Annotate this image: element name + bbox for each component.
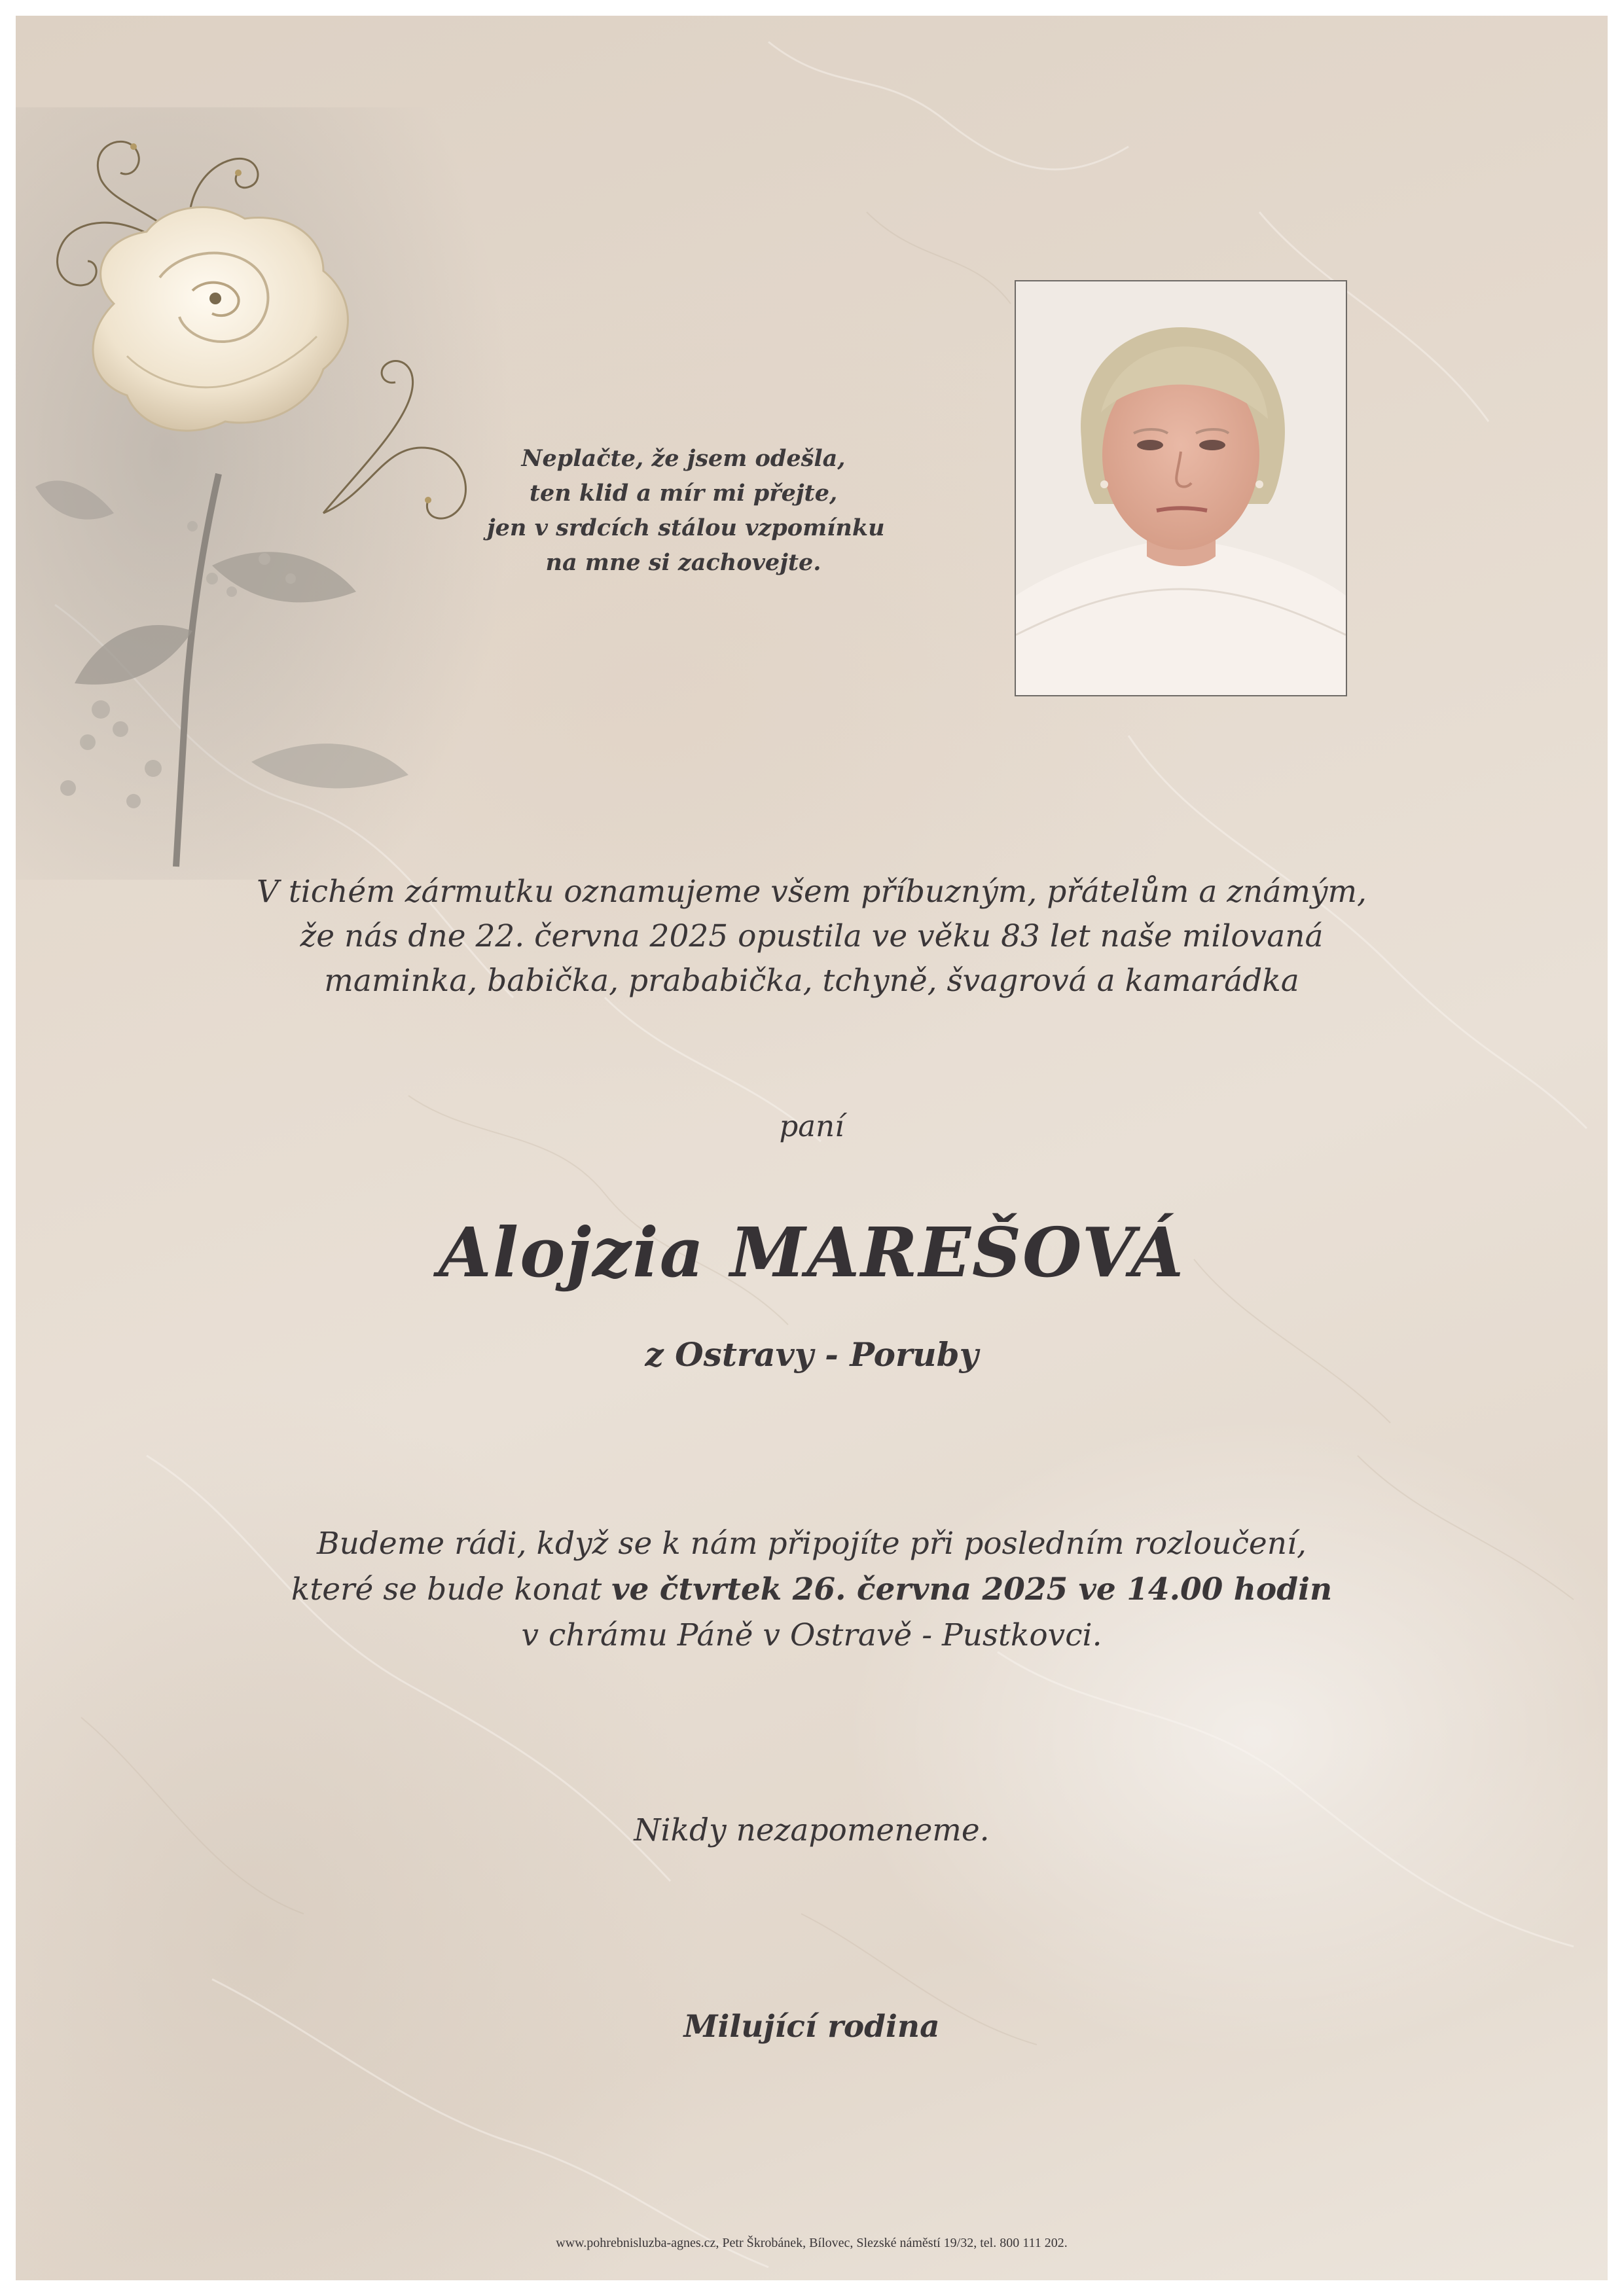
poem-line: na mne si zachovejte. (545, 549, 821, 576)
poem-line: jen v srdcích stálou vzpomínku (487, 514, 885, 541)
deceased-name: Alojzia MAREŠOVÁ (438, 1212, 1185, 1293)
rose-icon (16, 107, 513, 880)
poem (487, 441, 885, 580)
obituary-card (16, 16, 1608, 2280)
ceremony-line-1: Budeme rádi, když se k nám připojíte při posledním rozloučení, (317, 1526, 1307, 1562)
footer-contact: www.pohrebnisluzba-agnes.cz, Petr Škrobánek, Bílovec, Slezské náměstí 19/32, tel. 800 111 202. (556, 2236, 1068, 2250)
ceremony-line-2 (16, 1567, 1608, 1613)
deceased-origin: z Ostravy - Poruby (645, 1335, 979, 1374)
poem-line: Neplačte, že jsem odešla, (521, 445, 846, 472)
poem-line: ten klid a mír mi přejte, (529, 480, 838, 507)
portrait-icon (1016, 281, 1346, 695)
announcement-line: že nás dne 22. června 2025 opustila ve věku 83 let naše milovaná (300, 918, 1324, 954)
honorific: paní (779, 1109, 844, 1143)
closing-text: Nikdy nezapomeneme. (634, 1812, 990, 1848)
ceremony-intro: které se bude konat (291, 1571, 612, 1607)
signature: Milující rodina (683, 2009, 940, 2045)
ceremony-info (16, 1521, 1608, 1659)
portrait-photo (1015, 280, 1347, 696)
announcement (16, 870, 1608, 1003)
ceremony-line-3: v chrámu Páně v Ostravě - Pustkovci. (521, 1617, 1102, 1653)
announcement-line: V tichém zármutku oznamujeme všem příbuzným, přátelům a známým, (257, 874, 1367, 910)
announcement-line: maminka, babička, prababička, tchyně, švagrová a kamarádka (324, 963, 1299, 999)
ceremony-datetime: ve čtvrtek 26. června 2025 ve 14.00 hodin (611, 1571, 1333, 1607)
